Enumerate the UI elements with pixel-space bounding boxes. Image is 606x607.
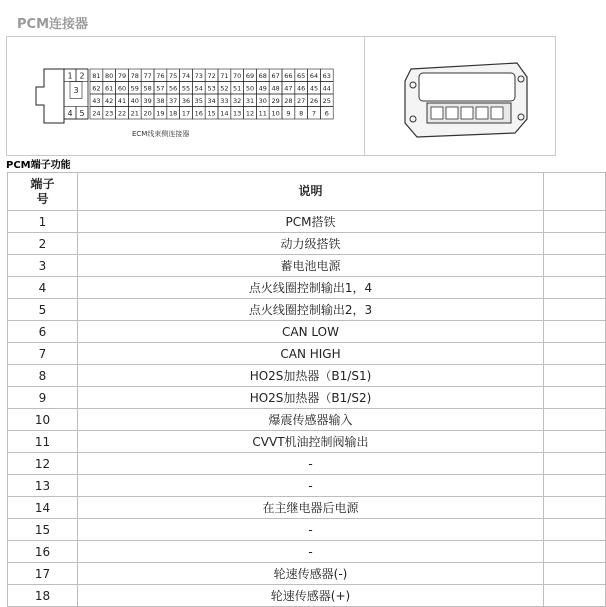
pin-number-cell: 1 [8, 211, 78, 233]
empty-cell [544, 233, 606, 255]
page-title: PCM连接器 [17, 17, 89, 32]
pin-description-cell: 轮速传感器(+) [77, 585, 543, 607]
connector-pinout-svg [34, 67, 344, 127]
pin-description-cell: 爆震传感器输入 [77, 409, 543, 431]
pin-description-cell: CAN LOW [77, 321, 543, 343]
pin-number-cell: 17 [8, 563, 78, 585]
pin-number-cell: 14 [8, 497, 78, 519]
pin-label: 60 [117, 84, 127, 93]
table-row [8, 321, 606, 343]
pin-label: 76 [156, 71, 165, 80]
pin-label: 73 [194, 71, 203, 80]
empty-cell [544, 497, 606, 519]
pin-label: 14 [220, 109, 229, 118]
pin-label: 58 [143, 84, 152, 93]
empty-cell [544, 211, 606, 233]
pin-label: 13 [233, 109, 242, 118]
pin-label: 1 [67, 71, 73, 81]
table-row [8, 475, 606, 497]
empty-cell [544, 387, 606, 409]
pin-label: 17 [181, 109, 191, 118]
pin-label: 24 [92, 109, 101, 118]
pin-label: 11 [258, 109, 267, 118]
pin-label: 8 [299, 109, 304, 118]
pin-label: 40 [130, 96, 139, 105]
pin-label: 3 [73, 86, 79, 95]
pin-label: 69 [245, 71, 255, 80]
pin-label: 48 [271, 84, 280, 93]
connector-outline [36, 69, 64, 123]
pin-label: 10 [271, 109, 280, 118]
pin-label: 71 [220, 71, 229, 80]
pin-number-cell: 6 [8, 321, 78, 343]
pin-label: 28 [284, 96, 293, 105]
table-row [8, 453, 606, 475]
pin-label: 70 [233, 71, 242, 80]
pin-description-cell: 点火线圈控制输出2，3 [77, 299, 543, 321]
pin-number-cell: 2 [8, 233, 78, 255]
pin-label: 54 [194, 84, 203, 93]
pin-description-cell: 蓄电池电源 [77, 255, 543, 277]
pin-number-cell: 9 [8, 387, 78, 409]
table-row [8, 409, 606, 431]
pin-description-cell: 轮速传感器(-) [77, 563, 543, 585]
pin-label: 59 [130, 84, 139, 93]
pin-number-cell: 12 [8, 453, 78, 475]
pin-label: 52 [220, 84, 229, 93]
pin-label: 75 [169, 71, 178, 80]
empty-cell [544, 343, 606, 365]
pin-label: 68 [258, 71, 267, 80]
pin-label: 72 [207, 71, 216, 80]
pin-number-cell: 13 [8, 475, 78, 497]
pin-description-cell: - [77, 519, 543, 541]
pin-number-cell: 16 [8, 541, 78, 563]
pin-number-cell: 4 [8, 277, 78, 299]
table-row [8, 233, 606, 255]
pin-label: 49 [258, 84, 267, 93]
pin-label: 37 [169, 96, 178, 105]
ecm-unit-image [397, 59, 537, 143]
pin-label: 29 [271, 96, 280, 105]
pin-number-cell: 8 [8, 365, 78, 387]
table-row [8, 541, 606, 563]
pin-label: 63 [322, 71, 331, 80]
empty-cell [544, 563, 606, 585]
pin-label: 35 [194, 96, 203, 105]
header-pin [8, 173, 78, 211]
pin-description-cell: - [77, 541, 543, 563]
empty-cell [544, 475, 606, 497]
empty-cell [544, 409, 606, 431]
pin-label: 25 [322, 96, 331, 105]
pin-label: 23 [105, 109, 114, 118]
pin-label: 9 [286, 109, 291, 118]
empty-cell [544, 519, 606, 541]
pin-label: 34 [207, 96, 216, 105]
table-row [8, 255, 606, 277]
pin-description-cell: PCM搭铁 [77, 211, 543, 233]
connector-diagram [34, 67, 344, 131]
table-header-row [8, 173, 606, 211]
table-row [8, 431, 606, 453]
pin-description-cell: CAN HIGH [77, 343, 543, 365]
pin-label: 61 [105, 84, 114, 93]
pin-label: 6 [324, 109, 329, 118]
pin-label: 67 [271, 71, 280, 80]
pin-label: 78 [130, 71, 139, 80]
pin-number-cell: 3 [8, 255, 78, 277]
pin-label: 57 [156, 84, 165, 93]
connector-caption: ECM线束侧连接器 [132, 130, 190, 138]
pin-label: 51 [233, 84, 242, 93]
empty-cell [544, 299, 606, 321]
pin-number-cell: 10 [8, 409, 78, 431]
pin-label: 15 [207, 109, 216, 118]
pin-description-cell: 在主继电器后电源 [77, 497, 543, 519]
pin-label: 7 [311, 109, 317, 118]
pin-label: 81 [92, 71, 101, 80]
table-row [8, 563, 606, 585]
table-row [8, 387, 606, 409]
pin-label: 53 [207, 84, 216, 93]
empty-cell [544, 453, 606, 475]
pin-label: 2 [79, 71, 85, 81]
pin-label: 62 [92, 84, 101, 93]
table-row [8, 299, 606, 321]
table-row [8, 365, 606, 387]
pin-label: 22 [117, 109, 127, 118]
empty-cell [544, 277, 606, 299]
pin-label: 32 [233, 96, 242, 105]
pin-description-cell: 动力级搭铁 [77, 233, 543, 255]
pin-label: 77 [143, 71, 152, 80]
pin-label: 42 [105, 96, 114, 105]
pin-label: 19 [156, 109, 165, 118]
pin-number-cell: 7 [8, 343, 78, 365]
pin-label: 46 [297, 84, 306, 93]
pin-label: 41 [117, 96, 127, 105]
pin-number-cell: 5 [8, 299, 78, 321]
pin-label: 45 [309, 84, 319, 93]
pin-description-cell: HO2S加热器（B1/S2) [77, 387, 543, 409]
pin-label: 31 [245, 96, 255, 105]
pin-label: 64 [309, 71, 319, 80]
pin-description-cell: - [77, 475, 543, 497]
table-row [8, 585, 606, 607]
pin-label: 18 [169, 109, 178, 118]
section-title: PCM端子功能 [6, 160, 71, 171]
pin-label: 43 [92, 96, 101, 105]
pin-label: 47 [284, 84, 293, 93]
figure-divider [364, 37, 365, 155]
table-row [8, 519, 606, 541]
table-row [8, 211, 606, 233]
empty-cell [544, 585, 606, 607]
pin-label: 27 [297, 96, 306, 105]
pin-description-cell: HO2S加热器（B1/S1) [77, 365, 543, 387]
pin-label: 79 [117, 71, 127, 80]
pin-label: 16 [194, 109, 203, 118]
empty-cell [544, 365, 606, 387]
pin-label: 20 [143, 109, 152, 118]
connector-figure [6, 36, 556, 156]
empty-cell [544, 431, 606, 453]
pin-label: 44 [322, 84, 331, 93]
pin-number-cell: 11 [8, 431, 78, 453]
pin-label: 39 [143, 96, 152, 105]
header-desc: 说明 [77, 173, 543, 211]
pin-label: 21 [130, 109, 139, 118]
pin-label: 30 [258, 96, 267, 105]
ecm-unit-illustration [397, 59, 537, 139]
pin-description-cell: - [77, 453, 543, 475]
pin-label: 80 [105, 71, 114, 80]
table-row [8, 277, 606, 299]
pin-label: 36 [181, 96, 191, 105]
pin-label: 38 [156, 96, 165, 105]
table-row [8, 343, 606, 365]
table-row [8, 497, 606, 519]
pin-description-cell: 点火线圈控制输出1，4 [77, 277, 543, 299]
pin-label: 56 [169, 84, 178, 93]
pin-label: 4 [67, 108, 73, 118]
pin-label: 65 [297, 71, 306, 80]
pin-label: 66 [284, 71, 293, 80]
pin-label: 5 [79, 108, 85, 118]
pin-number-cell: 18 [8, 585, 78, 607]
header-extra [544, 173, 606, 211]
empty-cell [544, 255, 606, 277]
pin-label: 33 [220, 96, 229, 105]
header-pin-label: 端子号 [30, 176, 55, 206]
pin-label: 50 [245, 84, 255, 93]
empty-cell [544, 321, 606, 343]
empty-cell [544, 541, 606, 563]
pin-label: 74 [181, 71, 191, 80]
pin-label: 12 [245, 109, 255, 118]
pin-function-table [7, 172, 606, 607]
pin-label: 26 [309, 96, 319, 105]
pin-label: 55 [181, 84, 191, 93]
pin-description-cell: CVVT机油控制阀输出 [77, 431, 543, 453]
pin-number-cell: 15 [8, 519, 78, 541]
